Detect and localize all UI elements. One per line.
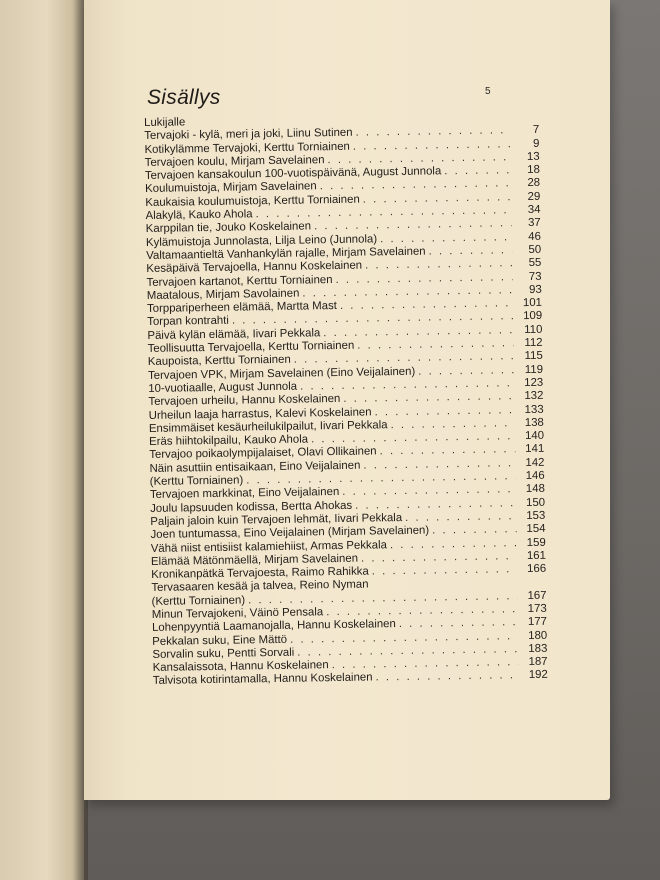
toc-entry-title: Kaupoista, Kerttu Torniainen bbox=[147, 354, 291, 369]
toc-entry-page: 73 bbox=[528, 270, 542, 283]
toc-entry-page: 132 bbox=[524, 389, 544, 403]
toc-entry-title: Karppilan tie, Jouko Koskelainen bbox=[145, 220, 312, 236]
toc-entry-page: 159 bbox=[526, 536, 546, 549]
toc-entry-page: 138 bbox=[524, 416, 544, 429]
toc-entry-title: Kronikanpätkä Tervajoesta, Raimo Rahikka bbox=[151, 565, 369, 582]
toc-entry-title: Vähä niist entisiist kalamiehiist, Armas Pekkala bbox=[150, 538, 387, 555]
toc-entry-title: Maatalous, Mirjam Savolainen bbox=[146, 287, 300, 302]
toc-entry-page: 93 bbox=[528, 283, 542, 296]
toc-entry-title: Alakylä, Kauko Ahola bbox=[145, 208, 253, 223]
toc-entry-title: Paljain jaloin kuin Tervajoen lehmät, Iivari Pekkala bbox=[150, 511, 403, 528]
toc-entry-page: 133 bbox=[524, 403, 544, 416]
toc-entry-title: Tervajoen kansakoulun 100-vuotispäivänä, August Junnola bbox=[144, 165, 442, 183]
toc-entry-title: Lohenpyyntiä Laamanojalla, Hannu Koskelainen bbox=[151, 618, 396, 635]
toc-entry-page: 34 bbox=[527, 203, 541, 217]
toc-entry-page: 141 bbox=[525, 443, 545, 456]
toc-entry-title: Joen tuntumassa, Eino Veijalainen (Mirjam Savelainen) bbox=[150, 524, 430, 542]
toc-entry-page: 112 bbox=[524, 336, 543, 350]
toc-entry-page: 109 bbox=[523, 310, 543, 323]
toc-entry-title: Kotikylämme Tervajoki, Kerttu Torniainen bbox=[144, 140, 350, 156]
page-number: 5 bbox=[485, 86, 491, 97]
toc-entry-page: 28 bbox=[527, 177, 541, 190]
toc-entry-title: Sorvalin suku, Pentti Sorvali bbox=[152, 646, 295, 661]
contents-heading: Sisällys bbox=[147, 86, 221, 109]
toc-entry-page: 153 bbox=[526, 509, 546, 522]
toc-entry-title: (Kerttu Torniainen) bbox=[151, 594, 246, 608]
toc-entry-title: Tervajoki - kylä, meri ja joki, Liinu Sutinen bbox=[144, 127, 353, 143]
toc-entry-page: 13 bbox=[526, 150, 540, 163]
toc-entry-page: 166 bbox=[527, 562, 547, 576]
toc-entry-title: Kylämuistoja Junnolasta, Lilja Leino (Junnola) bbox=[145, 233, 378, 249]
toc-entry-page: 29 bbox=[527, 190, 541, 203]
toc-entry-title: Eräs hiihtokilpailu, Kauko Ahola bbox=[149, 433, 309, 449]
toc-entry-title: Kansalaissota, Hannu Koskelainen bbox=[152, 659, 329, 675]
toc-dot-leader bbox=[375, 670, 518, 686]
toc-entry-title: Elämää Mätönmäellä, Mirjam Savelainen bbox=[150, 552, 359, 568]
toc-entry-title: Tervajoo poikaolympijalaiset, Olavi Ollikainen bbox=[149, 445, 377, 462]
toc-entry-page: 192 bbox=[528, 669, 548, 682]
toc-entry-title: (Kerttu Torniainen) bbox=[149, 474, 244, 488]
toc-entry-page: 123 bbox=[524, 376, 544, 389]
toc-dot-leader bbox=[372, 563, 518, 579]
toc-entry-title: Talvisota kotirintamalla, Hannu Koskelainen bbox=[152, 671, 373, 688]
toc-entry-page: 142 bbox=[525, 456, 545, 469]
toc-entry-page: 55 bbox=[528, 257, 542, 270]
toc-entry-title: Tervajoen koulu, Mirjam Savelainen bbox=[144, 154, 325, 169]
toc-entry-page: 146 bbox=[525, 469, 545, 483]
toc-entry-page: 18 bbox=[527, 163, 540, 177]
table-of-contents bbox=[144, 111, 548, 689]
toc-entry-title: Koulumuistoja, Mirjam Savelainen bbox=[145, 180, 317, 196]
toc-entry-page: 187 bbox=[528, 655, 548, 669]
toc-entry-title: Torpan kontrahti bbox=[147, 315, 229, 329]
toc-entry-title: Kaukaisia koulumuistoja, Kerttu Torniainen bbox=[145, 193, 360, 209]
toc-entry-page: 7 bbox=[532, 124, 540, 137]
toc-entry-title: Joulu lapsuuden kodissa, Bertta Ahokas bbox=[150, 499, 353, 515]
contents-page bbox=[84, 0, 610, 800]
toc-entry-page: 154 bbox=[526, 522, 546, 536]
toc-entry-title: Valtamaantieltä Vanhankylän rajalle, Mirjam Savelainen bbox=[146, 245, 426, 262]
toc-entry-title: Ensimmäiset kesäurheilukilpailut, Iivari Pekkala bbox=[148, 419, 388, 435]
toc-entry-page: 148 bbox=[525, 483, 545, 496]
toc-entry-title: 10-vuotiaalle, August Junnola bbox=[148, 380, 298, 395]
toc-entry-title: Näin asuttiin entisaikaan, Eino Veijalainen bbox=[149, 459, 361, 475]
toc-entry-title: Torppariperheen elämää, Martta Mast bbox=[146, 300, 338, 316]
toc-entry-page: 150 bbox=[525, 496, 546, 509]
toc-entry-page: 180 bbox=[528, 629, 548, 642]
toc-entry-title: Kesäpäivä Tervajoella, Hannu Koskelainen bbox=[146, 259, 363, 276]
toc-entry-page: 46 bbox=[528, 230, 542, 243]
toc-entry-title: Tervasaaren kesää ja talvea, Reino Nyman bbox=[151, 578, 369, 595]
toc-entry-page: 177 bbox=[527, 616, 548, 629]
toc-entry-title: Urheilun laaja harrastus, Kalevi Koskelainen bbox=[148, 405, 372, 422]
toc-entry-title: Tervajoen VPK, Mirjam Savelainen (Eino Veijalainen) bbox=[147, 365, 416, 382]
toc-entry-title: Minun Tervajokeni, Väinö Pensala bbox=[151, 606, 324, 621]
toc-entry-title: Lukijalle bbox=[144, 116, 186, 129]
toc-entry-page: 101 bbox=[522, 296, 543, 310]
toc-entry-page: 173 bbox=[527, 602, 547, 616]
left-page-edge bbox=[0, 0, 84, 880]
toc-entry-title: Tervajoen markkinat, Eino Veijalainen bbox=[149, 486, 340, 502]
toc-entry-page: 119 bbox=[524, 363, 544, 376]
toc-entry-page: 9 bbox=[533, 137, 540, 150]
toc-entry-page: 140 bbox=[524, 429, 545, 443]
toc-entry-title: Teollisuutta Tervajoella, Kerttu Torniainen bbox=[147, 339, 355, 356]
toc-entry-page: 37 bbox=[527, 217, 541, 230]
toc-dot-leader bbox=[428, 244, 512, 259]
toc-entry-title: Tervajoen kartanot, Kerttu Torniainen bbox=[146, 273, 333, 289]
toc-entry-page: 115 bbox=[524, 350, 543, 363]
toc-entry-page: 110 bbox=[524, 323, 543, 336]
toc-dot-leader bbox=[432, 523, 517, 538]
toc-entry-title: Pekkalan suku, Eine Mättö bbox=[152, 633, 288, 648]
toc-entry-page: 183 bbox=[528, 642, 548, 655]
toc-entry-page: 167 bbox=[527, 589, 547, 602]
toc-entry-title: Päivä kylän elämää, Iivari Pekkala bbox=[147, 327, 321, 342]
toc-entry-page: 161 bbox=[526, 549, 547, 562]
toc-dot-leader bbox=[444, 164, 511, 178]
toc-entry-title: Tervajoen urheilu, Hannu Koskelainen bbox=[148, 393, 341, 409]
toc-entry-page: 50 bbox=[528, 243, 542, 256]
